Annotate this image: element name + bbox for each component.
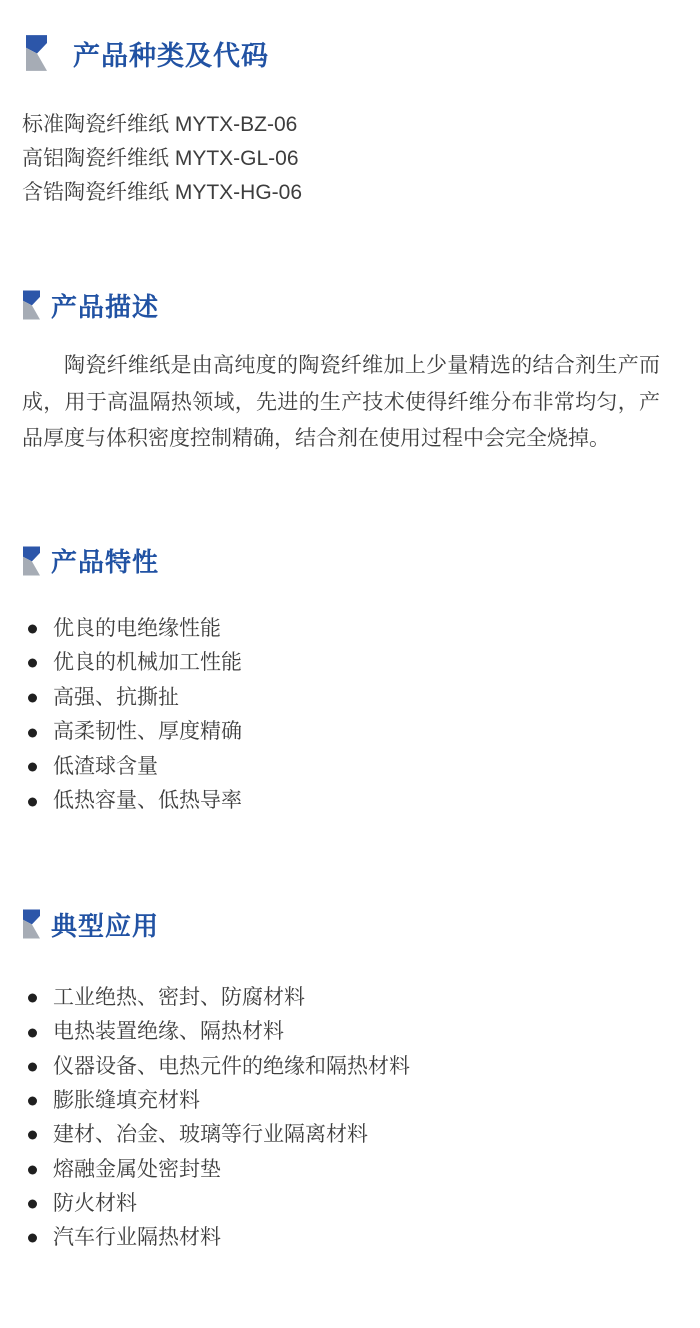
application-item (22, 1050, 660, 1084)
section-header-product-types (22, 33, 660, 73)
product-type-item: 高铝陶瓷纤维纸 MYTX-GL-06 (22, 147, 299, 170)
application-item (22, 1187, 660, 1221)
section-features (22, 546, 660, 820)
section-header-features (22, 546, 660, 576)
feature-item-label: 优良的机械加工性能 (53, 651, 242, 675)
section-header-description (22, 290, 660, 320)
bullet-icon (28, 994, 37, 1003)
application-item (22, 1015, 660, 1049)
feature-item-label: 低渣球含量 (53, 754, 158, 778)
feature-item-label: 低热容量、低热导率 (53, 789, 242, 813)
application-item (22, 1221, 660, 1255)
section-title: 典型应用 (51, 910, 160, 941)
section-title: 产品特性 (51, 547, 160, 577)
application-list (22, 981, 660, 1255)
section-product-types (22, 33, 660, 210)
bullet-icon (28, 763, 37, 772)
section-marker-icon (23, 290, 40, 320)
feature-item (22, 646, 660, 681)
application-item-label: 建材、冶金、玻璃等行业隔离材料 (53, 1123, 368, 1147)
application-item-label: 熔融金属处密封垫 (53, 1157, 221, 1181)
application-item (22, 1153, 660, 1187)
feature-item (22, 784, 660, 819)
product-description-paragraph: 陶瓷纤维纸是由高纯度的陶瓷纤维加上少量精选的结合剂生产而成，用于高温隔热领域，先进的生产技术使得纤维分布非常均匀，产品厚度与体积密度控制精确，结合剂在使用过程中会完全烧掉。 (22, 354, 660, 450)
feature-item-label: 优良的电绝缘性能 (53, 616, 221, 640)
bullet-icon (28, 797, 37, 806)
section-title: 产品描述 (51, 291, 160, 322)
bullet-icon (28, 693, 37, 702)
feature-item (22, 750, 660, 785)
feature-item (22, 681, 660, 716)
product-type-item: 标准陶瓷纤维纸 MYTX-BZ-06 (22, 113, 298, 136)
bullet-icon (28, 624, 37, 633)
application-item-label: 汽车行业隔热材料 (53, 1226, 221, 1250)
section-applications (22, 909, 660, 1255)
application-item (22, 1084, 660, 1118)
feature-item (22, 612, 660, 647)
feature-item-label: 高柔韧性、厚度精确 (53, 720, 242, 744)
feature-item (22, 715, 660, 750)
section-marker-icon (23, 909, 40, 939)
application-item-label: 仪器设备、电热元件的绝缘和隔热材料 (53, 1054, 410, 1078)
application-item-label: 电热装置绝缘、隔热材料 (53, 1020, 284, 1044)
bullet-icon (28, 1097, 37, 1106)
application-item-label: 膨胀缝填充材料 (53, 1088, 200, 1112)
bullet-icon (28, 659, 37, 668)
application-item-label: 工业绝热、密封、防腐材料 (53, 986, 305, 1010)
bullet-icon (28, 1199, 37, 1208)
bullet-icon (28, 1062, 37, 1071)
feature-item-label: 高强、抗撕扯 (53, 685, 179, 709)
bullet-icon (28, 1131, 37, 1140)
bullet-icon (28, 1234, 37, 1243)
bullet-icon (28, 1028, 37, 1037)
section-marker-icon (26, 33, 47, 73)
section-title: 产品种类及代码 (73, 40, 269, 71)
section-header-applications (22, 909, 660, 939)
application-item-label: 防火材料 (53, 1191, 137, 1215)
bullet-icon (28, 728, 37, 737)
application-item (22, 981, 660, 1015)
section-description (22, 290, 660, 458)
feature-list (22, 612, 660, 820)
section-marker-icon (23, 546, 40, 576)
product-type-item: 含锆陶瓷纤维纸 MYTX-HG-06 (22, 181, 303, 204)
application-item (22, 1118, 660, 1152)
bullet-icon (28, 1165, 37, 1174)
product-type-list (22, 108, 660, 210)
